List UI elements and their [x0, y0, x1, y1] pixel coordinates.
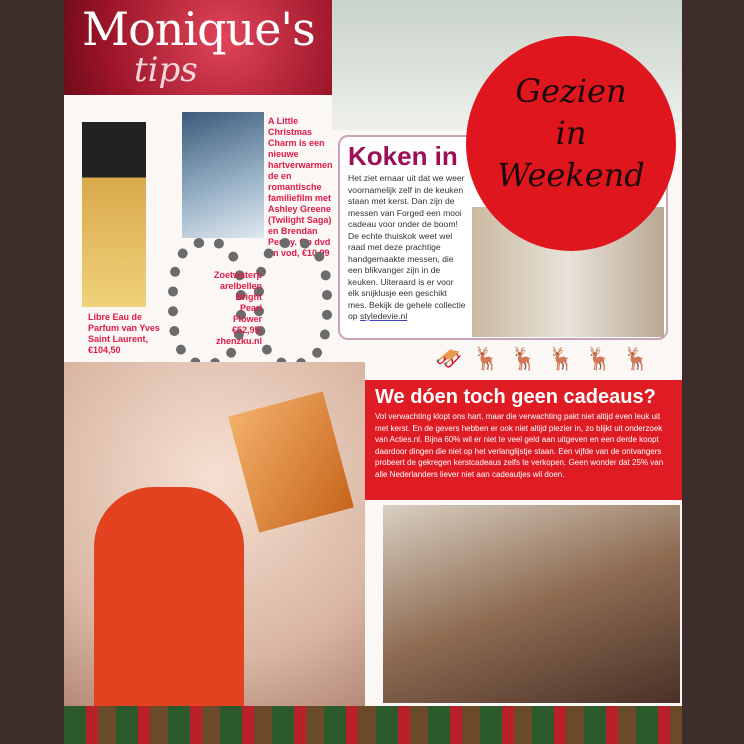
reindeer-sleigh-icon: 🛷 🦌 🦌 🦌 🦌 🦌: [435, 346, 652, 371]
koken-title: Koken in: [348, 141, 458, 171]
dvd-cover-image: [182, 112, 264, 238]
earring-image: [254, 238, 332, 368]
perfume-image: [82, 122, 146, 307]
article-box: [365, 380, 682, 500]
header-banner: [64, 0, 332, 95]
logo-subtitle: tips: [134, 50, 198, 90]
dvd-caption: A Little Christmas Charm is een nieuwe hartverwarmende en romantische familiefilm met Ashley Greene (Twilight Saga) en Brendan Penny. Op dvd en vod, €10,99: [268, 116, 333, 258]
woman-with-gift-photo: [64, 362, 365, 744]
koken-text: Het ziet ernaar uit dat we weer voornamelijk zelf in de keuken staan met kerst. Dan zijn de messen van Forged een mooi cadeau voor onder de boom! De echte thuiskok weet wel raad met deze prachtige handgemaakte messen, die een blikvanger zijn in de keuken. Uiteraard is er voor elk snijklusje een geschikt mes. Bekijk de gehele collectie op styledevie.nl: [348, 173, 466, 321]
article-title: We dóen toch geen cadeaus?: [375, 386, 656, 408]
styledevie-link[interactable]: styledevie.nl: [359, 311, 408, 321]
christmas-garland: [64, 706, 682, 744]
christmas-dinner-photo: [383, 505, 680, 703]
perfume-caption: Libre Eau de Parfum van Yves Saint Laurent, €104,50: [88, 312, 160, 355]
stamp-line: Weekend: [497, 156, 645, 194]
article-body: Vol verwachting klopt ons hart, maar die verwachting pakt niet altijd even leuk uit met kerst. En de gevers hebben er ook niet altijd plezier in, zo blijkt uit onderzoek van Acties.nl. Bijna 60% wil er niet te veel geld aan uitgeven en een derde koopt daardoor dingen die niet op het verlanglijstje staan. Een vijfde van de ontvangers probeert de gekregen kerstcadeaus zelfs te verkopen. Geen wonder dat 25% van alle Nederlanders liever niet aan cadeautjes wil doen.: [375, 412, 664, 479]
gezien-in-weekend-stamp: [466, 36, 676, 251]
reindeer-banner: [365, 340, 682, 380]
magazine-page: [64, 0, 682, 744]
logo-title: Monique's: [82, 2, 315, 56]
red-dress: [94, 487, 244, 727]
gift-box: [228, 391, 354, 532]
stamp-line: in: [555, 114, 587, 152]
earrings-caption: Zoetwaterparelbellen Bright Pearl Flower €52,95, zhenzku.nl: [213, 270, 262, 346]
stamp-line: Gezien: [515, 72, 627, 110]
